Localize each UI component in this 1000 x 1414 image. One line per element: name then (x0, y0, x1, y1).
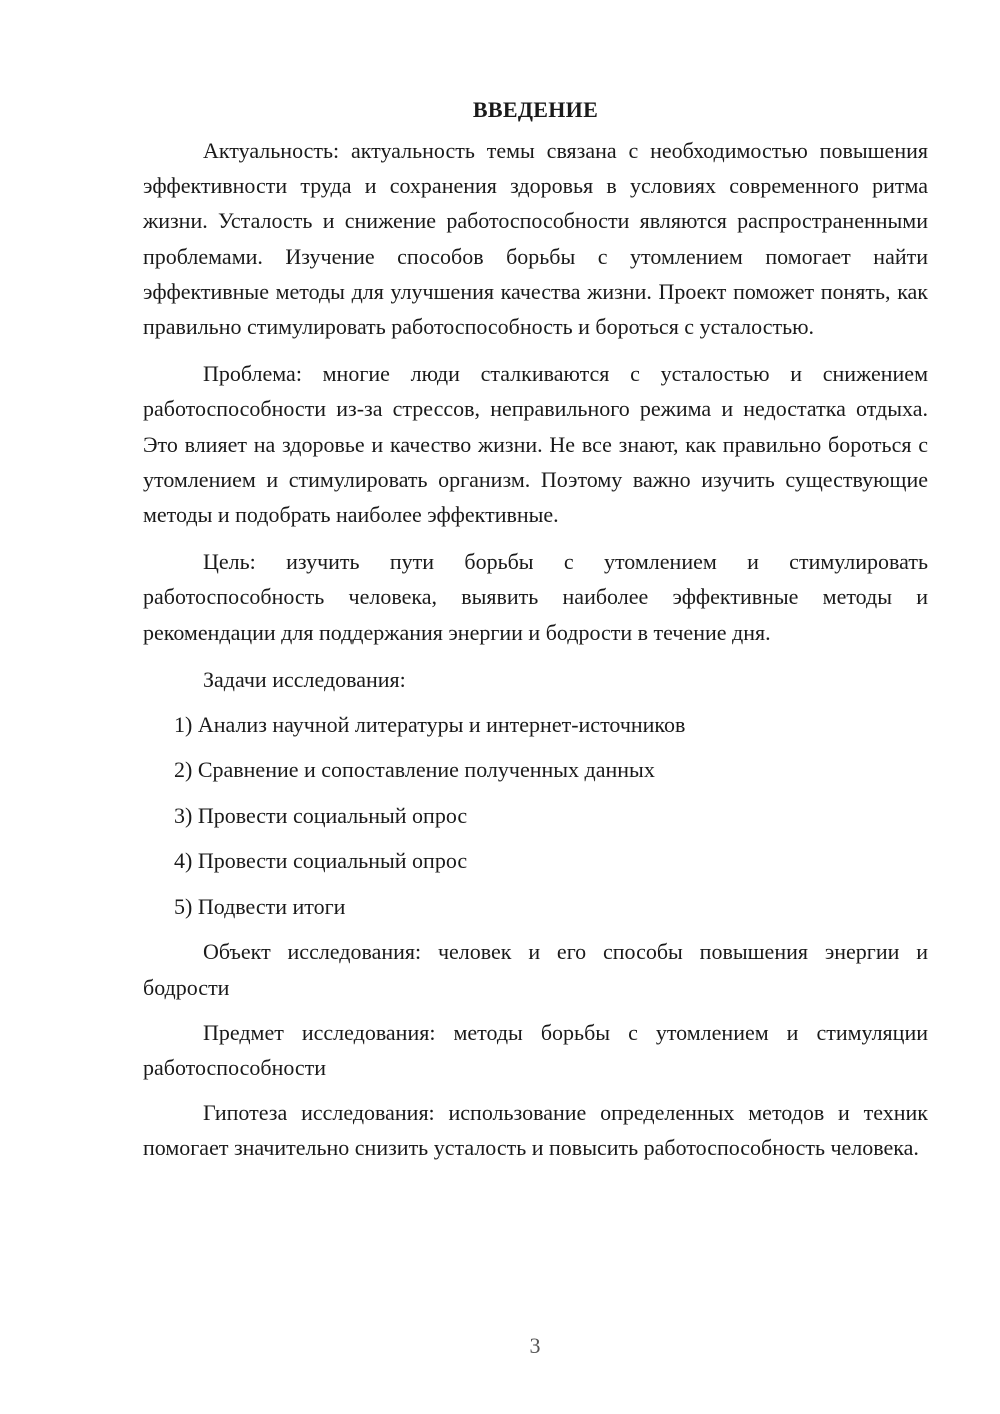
paragraph-goal: Цель: изучить пути борьбы с утомлением и стимулировать работоспособность человека, выявить наиболее эффективные методы и рекомендации для поддержания энергии и бодрости в течение дня. (143, 549, 928, 645)
paragraph-hypothesis: Гипотеза исследования: использование определенных методов и техник помогает значительно снизить усталость и повысить работоспособность человека. (143, 1100, 928, 1161)
page-number: 3 (529, 1333, 541, 1358)
task-item: 5) Подвести итоги (174, 893, 346, 919)
task-item: 4) Провести социальный опрос (174, 848, 468, 874)
task-list (143, 707, 928, 924)
paragraph-problem: Проблема: многие люди сталкиваются с усталостью и снижением работоспособности из-за стрессов, неправильного режима и недостатка отдыха. Это влияет на здоровье и качество жизни. Не все знают, как правильно бороться с утомлением и стимулировать организм. Поэтому важно изучить существующие методы и подобрать наиболее эффективные. (143, 361, 928, 528)
paragraph-subject: Предмет исследования: методы борьбы с утомлением и стимуляции работоспособности (143, 1019, 928, 1080)
document-page (143, 92, 928, 1178)
task-item: 1) Анализ научной литературы и интернет-источников (174, 711, 686, 737)
section-heading: ВВЕДЕНИЕ (472, 97, 599, 122)
task-item: 2) Сравнение и сопоставление полученных данных (174, 757, 655, 783)
paragraph-relevance: Актуальность: актуальность темы связана с необходимостью повышения эффективности труда и сохранения здоровья в условиях современного ритма жизни. Усталость и снижение работоспособности являются распространенными проблемами. Изучение способов борьбы с утомлением помогает найти эффективные методы для улучшения качества жизни. Проект поможет понять, как правильно стимулировать работоспособность и бороться с усталостью. (143, 138, 928, 340)
task-item: 3) Провести социальный опрос (174, 802, 468, 828)
tasks-title: Задачи исследования: (203, 666, 406, 692)
paragraph-object: Объект исследования: человек и его способы повышения энергии и бодрости (143, 939, 928, 1000)
